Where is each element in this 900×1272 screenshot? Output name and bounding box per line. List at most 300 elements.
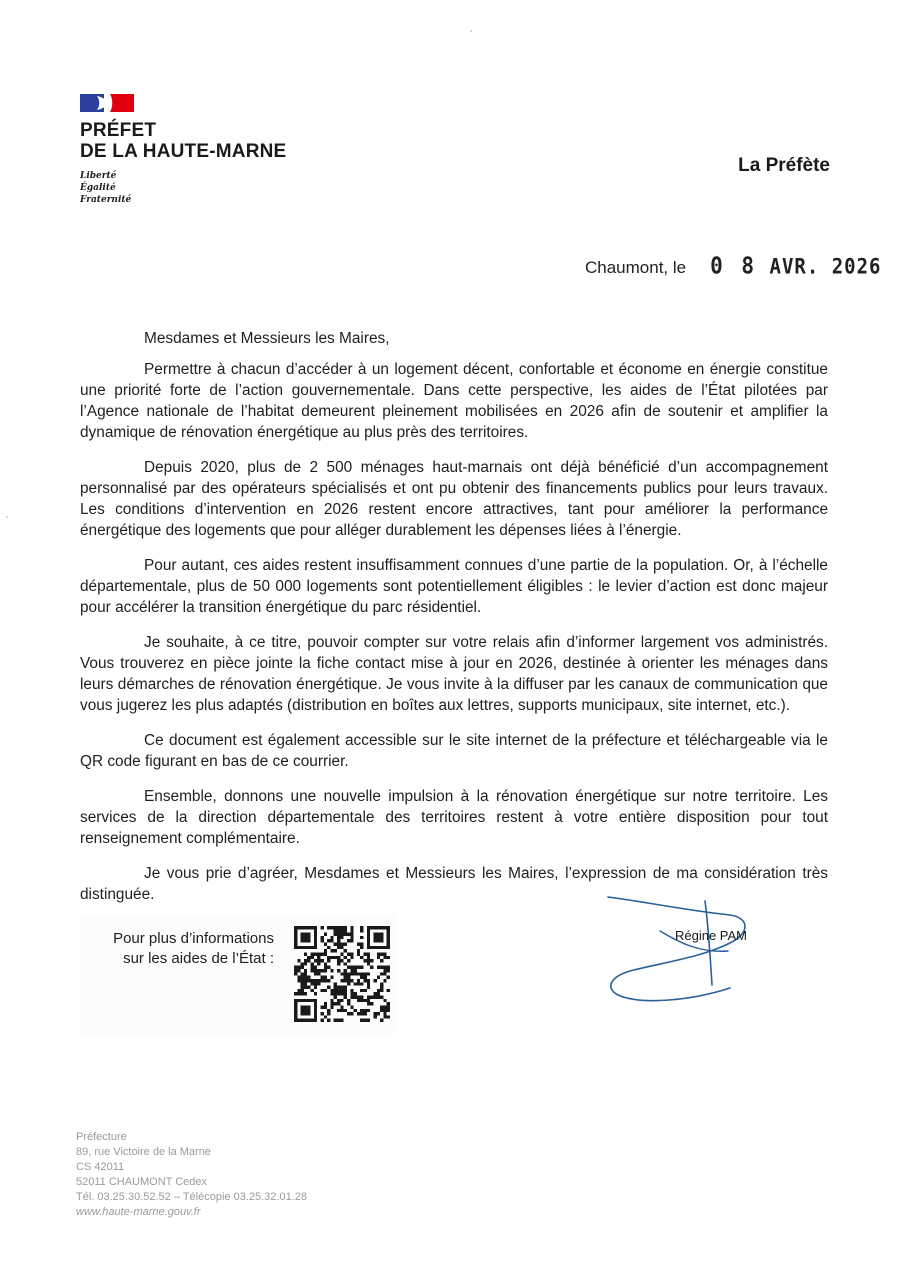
sender-title: La Préfète xyxy=(738,155,830,176)
qr-module xyxy=(364,1012,367,1015)
qr-module xyxy=(330,1005,333,1008)
qr-module xyxy=(330,1002,333,1005)
qr-module xyxy=(383,966,386,969)
qr-module xyxy=(307,999,310,1002)
qr-module xyxy=(383,926,386,929)
qr-module xyxy=(370,926,373,929)
qr-module xyxy=(307,933,310,936)
qr-module xyxy=(304,1019,307,1022)
qr-module xyxy=(357,943,360,946)
qr-module xyxy=(304,972,307,975)
qr-module xyxy=(304,959,307,962)
qr-module xyxy=(294,1012,297,1015)
qr-module xyxy=(383,1015,386,1018)
qr-module xyxy=(373,936,376,939)
qr-module xyxy=(367,946,370,949)
qr-module xyxy=(373,926,376,929)
qr-module xyxy=(373,979,376,982)
qr-module xyxy=(373,933,376,936)
qr-module xyxy=(314,933,317,936)
qr-module xyxy=(311,926,314,929)
qr-module xyxy=(294,936,297,939)
qr-module xyxy=(387,1002,390,1005)
qr-module xyxy=(357,982,360,985)
qr-module xyxy=(330,976,333,979)
qr-module xyxy=(314,1019,317,1022)
qr-module xyxy=(330,956,333,959)
qr-module xyxy=(337,999,340,1002)
qr-module xyxy=(314,1015,317,1018)
qr-module xyxy=(314,982,317,985)
qr-module xyxy=(307,1009,310,1012)
qr-module xyxy=(294,1019,297,1022)
qr-module xyxy=(294,972,297,975)
qr-module xyxy=(373,939,376,942)
date-line xyxy=(585,254,881,278)
qr-module xyxy=(380,1009,383,1012)
qr-module xyxy=(304,992,307,995)
qr-module xyxy=(294,966,297,969)
qr-module xyxy=(314,926,317,929)
qr-module xyxy=(367,952,370,955)
qr-module xyxy=(297,989,300,992)
qr-module xyxy=(307,936,310,939)
qr-module xyxy=(314,939,317,942)
qr-module xyxy=(311,979,314,982)
qr-module xyxy=(344,969,347,972)
qr-module xyxy=(354,966,357,969)
qr-module xyxy=(340,1019,343,1022)
qr-module xyxy=(347,972,350,975)
qr-module xyxy=(314,972,317,975)
qr-module xyxy=(314,1005,317,1008)
qr-module xyxy=(334,982,337,985)
qr-module xyxy=(344,956,347,959)
qr-module xyxy=(314,929,317,932)
qr-module xyxy=(320,976,323,979)
qr-module xyxy=(324,1002,327,1005)
qr-module xyxy=(367,1019,370,1022)
qr-module xyxy=(370,996,373,999)
qr-module xyxy=(364,972,367,975)
qr-module xyxy=(354,982,357,985)
qr-module xyxy=(304,969,307,972)
qr-module xyxy=(347,952,350,955)
qr-module xyxy=(320,939,323,942)
qr-module xyxy=(320,979,323,982)
qr-module xyxy=(327,959,330,962)
institution-name xyxy=(80,120,286,162)
qr-module xyxy=(307,986,310,989)
qr-module xyxy=(340,926,343,929)
qr-module xyxy=(340,959,343,962)
qr-module xyxy=(317,952,320,955)
qr-module xyxy=(344,962,347,965)
qr-module xyxy=(370,1002,373,1005)
qr-module xyxy=(350,933,353,936)
qr-module xyxy=(297,959,300,962)
qr-module xyxy=(307,976,310,979)
qr-module xyxy=(340,933,343,936)
qr-module xyxy=(301,936,304,939)
qr-module xyxy=(367,982,370,985)
qr-module xyxy=(301,1005,304,1008)
qr-module xyxy=(364,979,367,982)
qr-module xyxy=(387,969,390,972)
qr-module xyxy=(360,943,363,946)
qr-module xyxy=(337,946,340,949)
qr-module xyxy=(350,979,353,982)
qr-module xyxy=(314,1012,317,1015)
qr-module xyxy=(311,982,314,985)
qr-module xyxy=(377,1012,380,1015)
qr-module xyxy=(367,1009,370,1012)
footer-line: 89, rue Victoire de la Marne xyxy=(76,1146,211,1158)
qr-module xyxy=(383,946,386,949)
qr-module xyxy=(297,992,300,995)
qr-module xyxy=(314,1009,317,1012)
qr-module xyxy=(387,946,390,949)
qr-module xyxy=(301,966,304,969)
qr-module xyxy=(350,939,353,942)
qr-module xyxy=(360,989,363,992)
qr-module xyxy=(360,996,363,999)
qr-module xyxy=(317,972,320,975)
qr-module xyxy=(317,962,320,965)
qr-module xyxy=(383,1005,386,1008)
qr-module xyxy=(301,979,304,982)
qr-module xyxy=(314,992,317,995)
qr-module xyxy=(297,969,300,972)
qr-module xyxy=(297,946,300,949)
qr-module xyxy=(354,1009,357,1012)
qr-module xyxy=(320,959,323,962)
qr-module xyxy=(324,952,327,955)
qr-module xyxy=(340,999,343,1002)
qr-module xyxy=(311,946,314,949)
qr-module xyxy=(301,939,304,942)
letter-paragraph: Ensemble, donnons une nouvelle impulsion à la rénovation énergétique sur notre territoire. Les services de la direction départementale des territoires restent à votre entière disposition pour tout renseignement complémentaire. xyxy=(80,788,828,847)
qr-module xyxy=(334,1002,337,1005)
qr-module xyxy=(364,959,367,962)
qr-module xyxy=(367,933,370,936)
qr-module xyxy=(327,926,330,929)
qr-module xyxy=(370,946,373,949)
qr-module xyxy=(294,999,297,1002)
qr-module xyxy=(367,943,370,946)
qr-module xyxy=(311,999,314,1002)
qr-module xyxy=(357,999,360,1002)
qr-module xyxy=(320,926,323,929)
qr-module xyxy=(357,972,360,975)
qr-module xyxy=(314,1002,317,1005)
qr-module xyxy=(357,979,360,982)
qr-module xyxy=(327,986,330,989)
qr-module xyxy=(317,979,320,982)
footer-line: 52011 CHAUMONT Cedex xyxy=(76,1176,208,1188)
qr-module xyxy=(327,946,330,949)
qr-module xyxy=(334,926,337,929)
qr-module xyxy=(294,1005,297,1008)
qr-module xyxy=(377,926,380,929)
qr-module xyxy=(324,949,327,952)
qr-module xyxy=(350,926,353,929)
qr-module xyxy=(307,1012,310,1015)
qr-module xyxy=(357,949,360,952)
qr-module xyxy=(294,926,297,929)
qr-module xyxy=(357,996,360,999)
qr-module xyxy=(350,936,353,939)
qr-module xyxy=(383,952,386,955)
qr-module xyxy=(367,996,370,999)
qr-module xyxy=(380,926,383,929)
motto-fraternite: Fraternité xyxy=(80,195,132,205)
qr-module xyxy=(387,929,390,932)
qr-module xyxy=(380,1019,383,1022)
qr-module xyxy=(294,933,297,936)
qr-module xyxy=(307,979,310,982)
letter-paragraph: Depuis 2020, plus de 2 500 ménages haut-marnais ont déjà bénéficié d’un accompagnement personnalisé par des opérateurs spécialisés et ont pu obtenir des financements publics pour leurs travaux. Les conditions d’intervention en 2026 restent encore attractives, tant pour améliorer la performance énergétique des logements que pour alléger durablement les dépenses liées à l’énergie. xyxy=(80,459,828,539)
qr-module xyxy=(324,976,327,979)
qr-module xyxy=(340,952,343,955)
qr-module xyxy=(301,986,304,989)
qr-module xyxy=(344,996,347,999)
qr-module xyxy=(317,959,320,962)
qr-module xyxy=(337,1009,340,1012)
qr-module xyxy=(327,1009,330,1012)
qr-module xyxy=(367,986,370,989)
qr-module xyxy=(301,1012,304,1015)
qr-module xyxy=(297,966,300,969)
qr-module xyxy=(334,992,337,995)
qr-module xyxy=(347,966,350,969)
qr-module xyxy=(377,966,380,969)
qr-module xyxy=(294,1009,297,1012)
qr-module xyxy=(334,1019,337,1022)
qr-module xyxy=(377,952,380,955)
qr-module xyxy=(377,936,380,939)
motto-liberte: Liberté xyxy=(80,171,117,181)
qr-module xyxy=(350,969,353,972)
republic-motto xyxy=(80,170,286,206)
qr-module xyxy=(337,1019,340,1022)
date-stamp xyxy=(710,253,881,279)
qr-module xyxy=(304,946,307,949)
qr-module xyxy=(387,936,390,939)
qr-module xyxy=(370,959,373,962)
qr-module xyxy=(383,972,386,975)
qr-module xyxy=(301,962,304,965)
qr-code-icon[interactable] xyxy=(294,926,390,1022)
qr-module xyxy=(387,976,390,979)
qr-module xyxy=(304,1005,307,1008)
qr-module xyxy=(364,952,367,955)
qr-module xyxy=(334,933,337,936)
qr-module xyxy=(304,933,307,936)
qr-module xyxy=(367,962,370,965)
qr-module xyxy=(337,936,340,939)
qr-module xyxy=(337,986,340,989)
letter-paragraph: Permettre à chacun d’accéder à un logement décent, confortable et économe en énergie constitue une priorité forte de l’action gouvernementale. Dans cette perspective, les aides de l’État pilotées par l’Agence nationale de l’habitat demeurent pleinement mobilisées en 2026 afin de soutenir et amplifier la dynamique de rénovation énergétique au plus près des territoires. xyxy=(80,361,828,441)
qr-module xyxy=(350,1005,353,1008)
qr-module xyxy=(387,939,390,942)
qr-module xyxy=(340,992,343,995)
qr-module xyxy=(294,946,297,949)
qr-module xyxy=(340,946,343,949)
institution-line-1: PRÉFET xyxy=(80,120,157,141)
qr-module xyxy=(347,959,350,962)
qr-module xyxy=(380,966,383,969)
qr-module xyxy=(330,949,333,952)
qr-module xyxy=(383,999,386,1002)
qr-module xyxy=(320,989,323,992)
qr-module xyxy=(344,949,347,952)
qr-module xyxy=(294,969,297,972)
qr-module xyxy=(314,952,317,955)
qr-module xyxy=(334,956,337,959)
footer-line: CS 42011 xyxy=(76,1161,125,1173)
qr-module xyxy=(334,929,337,932)
qr-module xyxy=(357,952,360,955)
qr-module xyxy=(307,926,310,929)
letter-paragraph: Ce document est également accessible sur le site internet de la préfecture et téléchargeable via le QR code figurant en bas de ce courrier. xyxy=(80,732,828,770)
qr-module xyxy=(360,976,363,979)
qr-module xyxy=(317,969,320,972)
qr-module xyxy=(311,956,314,959)
qr-module xyxy=(344,972,347,975)
qr-module xyxy=(317,982,320,985)
qr-module xyxy=(344,976,347,979)
qr-module xyxy=(340,986,343,989)
qr-module xyxy=(314,936,317,939)
qr-module xyxy=(320,969,323,972)
qr-module xyxy=(387,1009,390,1012)
qr-module xyxy=(380,939,383,942)
qr-module xyxy=(340,979,343,982)
date-place: Chaumont, le xyxy=(585,258,687,277)
scan-speck xyxy=(6,516,8,518)
qr-module xyxy=(330,969,333,972)
qr-module xyxy=(301,992,304,995)
qr-module xyxy=(380,996,383,999)
qr-caption-line-2: sur les aides de l’État : xyxy=(123,950,274,967)
qr-module xyxy=(360,1012,363,1015)
qr-module xyxy=(373,992,376,995)
qr-module xyxy=(340,1005,343,1008)
qr-module xyxy=(344,929,347,932)
qr-module xyxy=(324,943,327,946)
qr-module xyxy=(314,979,317,982)
qr-module xyxy=(334,996,337,999)
qr-module xyxy=(324,1005,327,1008)
qr-module xyxy=(294,992,297,995)
qr-module xyxy=(304,952,307,955)
qr-module xyxy=(297,999,300,1002)
motto-egalite: Égalité xyxy=(80,183,116,193)
qr-module xyxy=(364,1009,367,1012)
qr-module xyxy=(304,1012,307,1015)
qr-module xyxy=(387,1005,390,1008)
qr-module xyxy=(334,949,337,952)
qr-module xyxy=(357,966,360,969)
qr-module xyxy=(307,956,310,959)
qr-module xyxy=(324,989,327,992)
qr-module xyxy=(360,982,363,985)
qr-module xyxy=(360,936,363,939)
qr-module xyxy=(337,962,340,965)
qr-module xyxy=(383,979,386,982)
qr-module xyxy=(294,939,297,942)
qr-module xyxy=(370,966,373,969)
qr-module xyxy=(314,946,317,949)
qr-module xyxy=(314,959,317,962)
qr-module xyxy=(350,996,353,999)
qr-module xyxy=(324,962,327,965)
prefecture-logo xyxy=(80,94,286,206)
letter-paragraph: Pour autant, ces aides restent insuffisamment connues d’une partie de la population. Or, à l’échelle départementale, plus de 50 000 logements sont potentiellement éligibles : le levier d’action est donc majeur pour accélérer la transition énergétique du parc résidentiel. xyxy=(80,557,828,616)
qr-module xyxy=(337,939,340,942)
qr-module xyxy=(347,1002,350,1005)
qr-module xyxy=(337,943,340,946)
qr-module xyxy=(350,956,353,959)
qr-module xyxy=(367,926,370,929)
qr-module xyxy=(367,939,370,942)
qr-module xyxy=(301,976,304,979)
scan-speck xyxy=(470,30,472,32)
qr-module xyxy=(324,1015,327,1018)
qr-module xyxy=(304,962,307,965)
qr-module xyxy=(383,956,386,959)
qr-module xyxy=(364,1019,367,1022)
qr-module xyxy=(327,956,330,959)
qr-module xyxy=(360,972,363,975)
qr-module xyxy=(304,939,307,942)
qr-module xyxy=(297,976,300,979)
qr-module xyxy=(380,986,383,989)
qr-module xyxy=(367,1002,370,1005)
marianne-flag-icon xyxy=(80,94,134,112)
qr-module xyxy=(364,976,367,979)
signatory-name: Régine PAM xyxy=(675,928,748,943)
qr-module xyxy=(383,969,386,972)
qr-module xyxy=(367,979,370,982)
qr-module xyxy=(334,986,337,989)
qr-module xyxy=(304,999,307,1002)
qr-module xyxy=(301,933,304,936)
qr-module xyxy=(344,986,347,989)
qr-module xyxy=(330,936,333,939)
qr-module xyxy=(340,1009,343,1012)
qr-module xyxy=(373,1015,376,1018)
qr-module xyxy=(314,986,317,989)
qr-module xyxy=(380,959,383,962)
qr-module xyxy=(344,992,347,995)
qr-module xyxy=(377,939,380,942)
qr-module xyxy=(354,972,357,975)
qr-module xyxy=(314,999,317,1002)
footer-website-link[interactable]: www.haute-marne.gouv.fr xyxy=(76,1206,201,1218)
qr-module xyxy=(347,982,350,985)
qr-module xyxy=(307,1005,310,1008)
qr-module xyxy=(340,989,343,992)
handwritten-signature xyxy=(600,893,760,1008)
qr-module xyxy=(344,926,347,929)
qr-module xyxy=(350,929,353,932)
qr-module xyxy=(330,939,333,942)
qr-module xyxy=(364,989,367,992)
qr-module xyxy=(320,936,323,939)
qr-module xyxy=(373,1012,376,1015)
